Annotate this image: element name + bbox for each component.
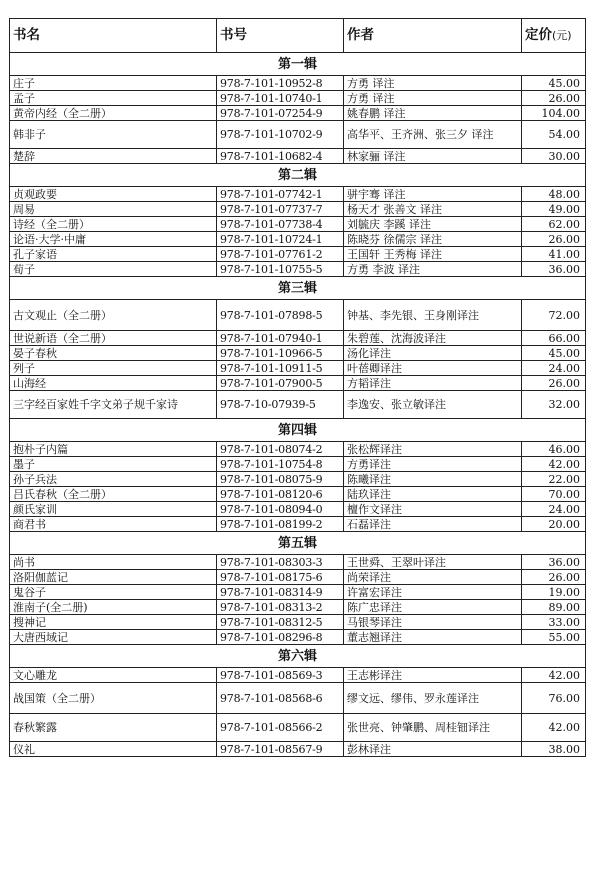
header-title: 书名 <box>10 19 217 53</box>
section-title: 第二辑 <box>10 164 586 187</box>
book-row <box>10 376 586 391</box>
translator-cell: 方勇 译注 <box>344 76 522 91</box>
book-title-cell: 孙子兵法 <box>10 472 217 487</box>
section-title: 第五辑 <box>10 532 586 555</box>
section-row <box>10 419 586 442</box>
isbn-cell: 978-7-101-10755-5 <box>217 262 344 277</box>
translator-cell: 张松辉译注 <box>344 442 522 457</box>
isbn-cell: 978-7-101-10754-8 <box>217 457 344 472</box>
book-title-cell: 山海经 <box>10 376 217 391</box>
book-title-cell: 世说新语（全二册） <box>10 331 217 346</box>
book-row <box>10 600 586 615</box>
translator-cell: 王世舜、王翠叶译注 <box>344 555 522 570</box>
book-row <box>10 683 586 714</box>
translator-cell: 石磊译注 <box>344 517 522 532</box>
book-title-cell: 淮南子(全二册) <box>10 600 217 615</box>
isbn-cell: 978-7-101-07940-1 <box>217 331 344 346</box>
translator-cell: 董志翘译注 <box>344 630 522 645</box>
price-cell: 89.00 <box>522 600 586 615</box>
book-row <box>10 76 586 91</box>
book-title-cell: 鬼谷子 <box>10 585 217 600</box>
translator-cell: 方勇 李波 译注 <box>344 262 522 277</box>
book-title-cell: 春秋繁露 <box>10 714 217 742</box>
book-title-cell: 楚辞 <box>10 149 217 164</box>
price-cell: 104.00 <box>522 106 586 121</box>
section-row <box>10 164 586 187</box>
book-row <box>10 121 586 149</box>
book-title-cell: 荀子 <box>10 262 217 277</box>
price-cell: 20.00 <box>522 517 586 532</box>
book-row <box>10 555 586 570</box>
isbn-cell: 978-7-101-10952-8 <box>217 76 344 91</box>
price-cell: 36.00 <box>522 555 586 570</box>
isbn-cell: 978-7-101-10702-9 <box>217 121 344 149</box>
book-title-cell: 韩非子 <box>10 121 217 149</box>
section-title: 第六辑 <box>10 645 586 668</box>
book-row <box>10 472 586 487</box>
price-cell: 70.00 <box>522 487 586 502</box>
book-title-cell: 古文观止（全二册） <box>10 300 217 331</box>
price-cell: 55.00 <box>522 630 586 645</box>
translator-cell: 彭林译注 <box>344 742 522 757</box>
isbn-cell: 978-7-101-08199-2 <box>217 517 344 532</box>
price-cell: 62.00 <box>522 217 586 232</box>
book-title-cell: 战国策（全二册） <box>10 683 217 714</box>
price-cell: 46.00 <box>522 442 586 457</box>
isbn-cell: 978-7-101-08074-2 <box>217 442 344 457</box>
section-row <box>10 53 586 76</box>
translator-cell: 陈晓芬 徐儒宗 译注 <box>344 232 522 247</box>
translator-cell: 林家骊 译注 <box>344 149 522 164</box>
isbn-cell: 978-7-101-08568-6 <box>217 683 344 714</box>
isbn-cell: 978-7-101-10724-1 <box>217 232 344 247</box>
book-row <box>10 487 586 502</box>
price-cell: 72.00 <box>522 300 586 331</box>
price-cell: 42.00 <box>522 457 586 472</box>
isbn-cell: 978-7-101-07898-5 <box>217 300 344 331</box>
book-price-table <box>9 18 586 757</box>
book-title-cell: 仪礼 <box>10 742 217 757</box>
book-row <box>10 517 586 532</box>
book-title-cell: 三字经百家姓千字文弟子规千家诗 <box>10 391 217 419</box>
isbn-cell: 978-7-101-08296-8 <box>217 630 344 645</box>
book-title-cell: 商君书 <box>10 517 217 532</box>
isbn-cell: 978-7-101-08313-2 <box>217 600 344 615</box>
book-row <box>10 361 586 376</box>
book-row <box>10 106 586 121</box>
price-cell: 48.00 <box>522 187 586 202</box>
isbn-cell: 978-7-101-10682-4 <box>217 149 344 164</box>
price-cell: 26.00 <box>522 91 586 106</box>
book-row <box>10 742 586 757</box>
book-row <box>10 442 586 457</box>
header-price-unit: (元) <box>552 29 572 42</box>
book-title-cell: 孟子 <box>10 91 217 106</box>
translator-cell: 缪文远、缪伟、罗永莲译注 <box>344 683 522 714</box>
section-title: 第三辑 <box>10 277 586 300</box>
translator-cell: 尚荣译注 <box>344 570 522 585</box>
book-title-cell: 尚书 <box>10 555 217 570</box>
translator-cell: 刘毓庆 李蹊 译注 <box>344 217 522 232</box>
translator-cell: 骈宇骞 译注 <box>344 187 522 202</box>
isbn-cell: 978-7-101-08094-0 <box>217 502 344 517</box>
isbn-cell: 978-7-101-07738-4 <box>217 217 344 232</box>
book-title-cell: 列子 <box>10 361 217 376</box>
book-row <box>10 630 586 645</box>
header-price <box>522 19 586 53</box>
book-title-cell: 抱朴子内篇 <box>10 442 217 457</box>
isbn-cell: 978-7-101-08314-9 <box>217 585 344 600</box>
price-cell: 24.00 <box>522 361 586 376</box>
price-cell: 41.00 <box>522 247 586 262</box>
translator-cell: 姚春鹏 译注 <box>344 106 522 121</box>
book-row <box>10 202 586 217</box>
translator-cell: 汤化译注 <box>344 346 522 361</box>
price-cell: 30.00 <box>522 149 586 164</box>
translator-cell: 马银琴译注 <box>344 615 522 630</box>
isbn-cell: 978-7-101-07900-5 <box>217 376 344 391</box>
price-cell: 38.00 <box>522 742 586 757</box>
header-isbn: 书号 <box>217 19 344 53</box>
isbn-cell: 978-7-101-08120-6 <box>217 487 344 502</box>
isbn-cell: 978-7-101-08175-6 <box>217 570 344 585</box>
book-title-cell: 搜神记 <box>10 615 217 630</box>
price-cell: 26.00 <box>522 232 586 247</box>
price-cell: 45.00 <box>522 76 586 91</box>
book-row <box>10 262 586 277</box>
book-title-cell: 黄帝内经（全二册） <box>10 106 217 121</box>
book-row <box>10 149 586 164</box>
translator-cell: 张世亮、钟肇鹏、周桂钿译注 <box>344 714 522 742</box>
price-cell: 36.00 <box>522 262 586 277</box>
translator-cell: 方韬译注 <box>344 376 522 391</box>
translator-cell: 王志彬译注 <box>344 668 522 683</box>
isbn-cell: 978-7-101-08566-2 <box>217 714 344 742</box>
price-cell: 66.00 <box>522 331 586 346</box>
book-row <box>10 668 586 683</box>
isbn-cell: 978-7-101-08075-9 <box>217 472 344 487</box>
book-row <box>10 585 586 600</box>
price-cell: 32.00 <box>522 391 586 419</box>
book-row <box>10 187 586 202</box>
book-row <box>10 457 586 472</box>
translator-cell: 杨天才 张善文 译注 <box>344 202 522 217</box>
header-row <box>10 19 586 53</box>
book-title-cell: 周易 <box>10 202 217 217</box>
book-row <box>10 391 586 419</box>
translator-cell: 方勇 译注 <box>344 91 522 106</box>
isbn-cell: 978-7-101-10966-5 <box>217 346 344 361</box>
book-title-cell: 大唐西域记 <box>10 630 217 645</box>
book-row <box>10 331 586 346</box>
isbn-cell: 978-7-101-10911-5 <box>217 361 344 376</box>
translator-cell: 王国轩 王秀梅 译注 <box>344 247 522 262</box>
isbn-cell: 978-7-101-07254-9 <box>217 106 344 121</box>
book-row <box>10 217 586 232</box>
isbn-cell: 978-7-101-10740-1 <box>217 91 344 106</box>
translator-cell: 叶蓓卿译注 <box>344 361 522 376</box>
header-price-label: 定价 <box>525 27 552 43</box>
isbn-cell: 978-7-101-08569-3 <box>217 668 344 683</box>
book-title-cell: 庄子 <box>10 76 217 91</box>
section-row <box>10 645 586 668</box>
translator-cell: 陆玖译注 <box>344 487 522 502</box>
price-cell: 26.00 <box>522 376 586 391</box>
price-cell: 24.00 <box>522 502 586 517</box>
book-title-cell: 论语·大学·中庸 <box>10 232 217 247</box>
price-cell: 19.00 <box>522 585 586 600</box>
translator-cell: 许富宏译注 <box>344 585 522 600</box>
book-title-cell: 诗经（全二册） <box>10 217 217 232</box>
price-cell: 33.00 <box>522 615 586 630</box>
book-row <box>10 714 586 742</box>
section-title: 第一辑 <box>10 53 586 76</box>
translator-cell: 李逸安、张立敏译注 <box>344 391 522 419</box>
book-title-cell: 吕氏春秋（全二册） <box>10 487 217 502</box>
book-row <box>10 300 586 331</box>
price-cell: 54.00 <box>522 121 586 149</box>
book-row <box>10 346 586 361</box>
price-cell: 42.00 <box>522 668 586 683</box>
section-row <box>10 277 586 300</box>
price-cell: 45.00 <box>522 346 586 361</box>
translator-cell: 陈曦译注 <box>344 472 522 487</box>
isbn-cell: 978-7-101-08303-3 <box>217 555 344 570</box>
book-row <box>10 615 586 630</box>
price-cell: 49.00 <box>522 202 586 217</box>
section-title: 第四辑 <box>10 419 586 442</box>
translator-cell: 方勇译注 <box>344 457 522 472</box>
book-row <box>10 502 586 517</box>
section-row <box>10 532 586 555</box>
book-title-cell: 颜氏家训 <box>10 502 217 517</box>
translator-cell: 朱碧莲、沈海波译注 <box>344 331 522 346</box>
isbn-cell: 978-7-101-07742-1 <box>217 187 344 202</box>
book-row <box>10 570 586 585</box>
price-cell: 26.00 <box>522 570 586 585</box>
price-cell: 42.00 <box>522 714 586 742</box>
book-title-cell: 孔子家语 <box>10 247 217 262</box>
isbn-cell: 978-7-101-07737-7 <box>217 202 344 217</box>
isbn-cell: 978-7-101-08312-5 <box>217 615 344 630</box>
isbn-cell: 978-7-101-08567-9 <box>217 742 344 757</box>
price-cell: 22.00 <box>522 472 586 487</box>
book-title-cell: 晏子春秋 <box>10 346 217 361</box>
book-row <box>10 247 586 262</box>
translator-cell: 檀作文译注 <box>344 502 522 517</box>
translator-cell: 陈广忠译注 <box>344 600 522 615</box>
book-title-cell: 洛阳伽蓝记 <box>10 570 217 585</box>
isbn-cell: 978-7-10-07939-5 <box>217 391 344 419</box>
price-cell: 76.00 <box>522 683 586 714</box>
book-row <box>10 232 586 247</box>
isbn-cell: 978-7-101-07761-2 <box>217 247 344 262</box>
book-title-cell: 文心雕龙 <box>10 668 217 683</box>
book-title-cell: 贞观政要 <box>10 187 217 202</box>
header-author: 作者 <box>344 19 522 53</box>
translator-cell: 钟基、李先银、王身刚译注 <box>344 300 522 331</box>
book-row <box>10 91 586 106</box>
translator-cell: 高华平、王齐洲、张三夕 译注 <box>344 121 522 149</box>
book-title-cell: 墨子 <box>10 457 217 472</box>
